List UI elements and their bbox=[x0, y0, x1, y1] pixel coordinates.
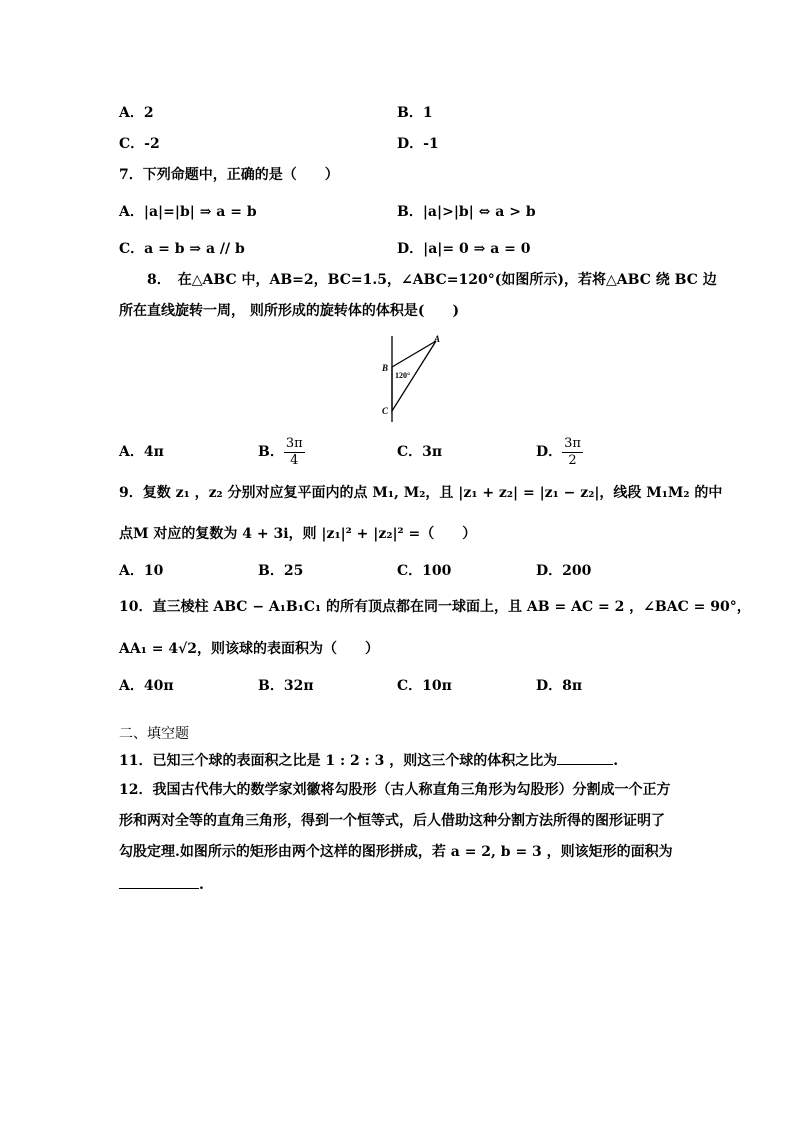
q10-line2: AA₁ = 4√2，则该球的表面积为（ ） bbox=[119, 641, 380, 657]
q12-line3: 勾股定理.如图所示的矩形由两个这样的图形拼成，若 a = 2, b = 3 ，则该矩形的面积为 bbox=[119, 844, 673, 860]
q10-option-d: D．8π bbox=[536, 678, 583, 694]
q7-option-c: C．a = b ⇒ a // b bbox=[119, 241, 245, 257]
q8-option-d-num: 3π bbox=[564, 435, 581, 451]
q8-triangle-figure bbox=[378, 332, 448, 424]
q9-option-b: B．25 bbox=[258, 563, 304, 579]
q6-option-a: A．2 bbox=[119, 105, 154, 121]
angle-label: 120° bbox=[395, 371, 411, 380]
q12-line1: 12．我国古代伟大的数学家刘徽将勾股形（古人称直角三角形为勾股形）分割成一个正方 bbox=[119, 782, 671, 798]
q8-option-d-fraction bbox=[562, 436, 583, 469]
q9-option-c: C．100 bbox=[397, 563, 452, 579]
q10-option-a: A．40π bbox=[119, 678, 174, 694]
q12-answer-blank[interactable] bbox=[119, 874, 199, 889]
q7-option-a: A．|a|=|b| ⇒ a = b bbox=[119, 204, 257, 220]
q10-option-b: B．32π bbox=[258, 678, 314, 694]
q12-line4 bbox=[119, 874, 204, 894]
q9-line1: 9．复数 z₁ ，z₂ 分别对应复平面内的点 M₁, M₂，且 |z₁ + z₂| = |z₁ − z₂|，线段 M₁M₂ 的中 bbox=[119, 485, 723, 501]
label-c: C bbox=[382, 406, 389, 416]
q8-option-d-den: 2 bbox=[568, 452, 577, 468]
q7-option-b: B．|a|>|b| ⇔ a > b bbox=[397, 204, 536, 220]
q8-option-d bbox=[536, 432, 583, 472]
q7-stem: 7．下列命题中，正确的是（ ） bbox=[119, 167, 339, 183]
q11-text-after: . bbox=[613, 753, 619, 769]
q8-option-c: C．3π bbox=[397, 444, 443, 460]
q6-option-d: D．-1 bbox=[397, 136, 439, 152]
q11-answer-blank[interactable] bbox=[557, 750, 613, 765]
q8-stem-line1: 8． 在△ABC 中，AB=2，BC=1.5，∠ABC=120°(如图所示)，若将△ABC 绕 BC 边 bbox=[147, 272, 717, 288]
q12-text-after: . bbox=[199, 877, 204, 893]
q6-option-c: C．-2 bbox=[119, 136, 160, 152]
q8-stem-line2: 所在直线旋转一周， 则所形成的旋转体的体积是( ) bbox=[119, 303, 460, 319]
q6-option-b: B．1 bbox=[397, 105, 433, 121]
q9-option-a: A．10 bbox=[119, 563, 164, 579]
label-b: B bbox=[382, 363, 389, 373]
q11-text-before: 11．已知三个球的表面积之比是 1 : 2 : 3 ，则这三个球的体积之比为 bbox=[119, 753, 558, 769]
q8-option-b-prefix: B． bbox=[258, 444, 284, 460]
q8-option-b bbox=[258, 432, 305, 472]
q8-option-b-num: 3π bbox=[285, 435, 303, 451]
q8-option-a: A．4π bbox=[119, 444, 164, 460]
q7-option-d: D．|a|= 0 ⇒ a = 0 bbox=[397, 241, 531, 257]
q12-line2: 形和两对全等的直角三角形，得到一个恒等式，后人借助这种分割方法所得的图形证明了 bbox=[119, 813, 665, 829]
q8-option-d-prefix: D． bbox=[536, 444, 563, 460]
q8-option-b-fraction bbox=[284, 436, 305, 469]
label-a: A bbox=[434, 334, 441, 344]
q9-line2: 点M 对应的复数为 4 + 3i，则 |z₁|² + |z₂|² =（ ） bbox=[119, 526, 477, 542]
q11-text bbox=[119, 750, 618, 770]
q9-option-d: D．200 bbox=[536, 563, 592, 579]
q8-option-b-den: 4 bbox=[290, 452, 299, 468]
q10-line1: 10．直三棱柱 ABC − A₁B₁C₁ 的所有顶点都在同一球面上，且 AB = AC = 2 ，∠BAC = 90°， bbox=[119, 599, 751, 615]
section-heading-fill-in: 二、填空题 bbox=[119, 726, 189, 742]
q10-option-c: C．10π bbox=[397, 678, 452, 694]
